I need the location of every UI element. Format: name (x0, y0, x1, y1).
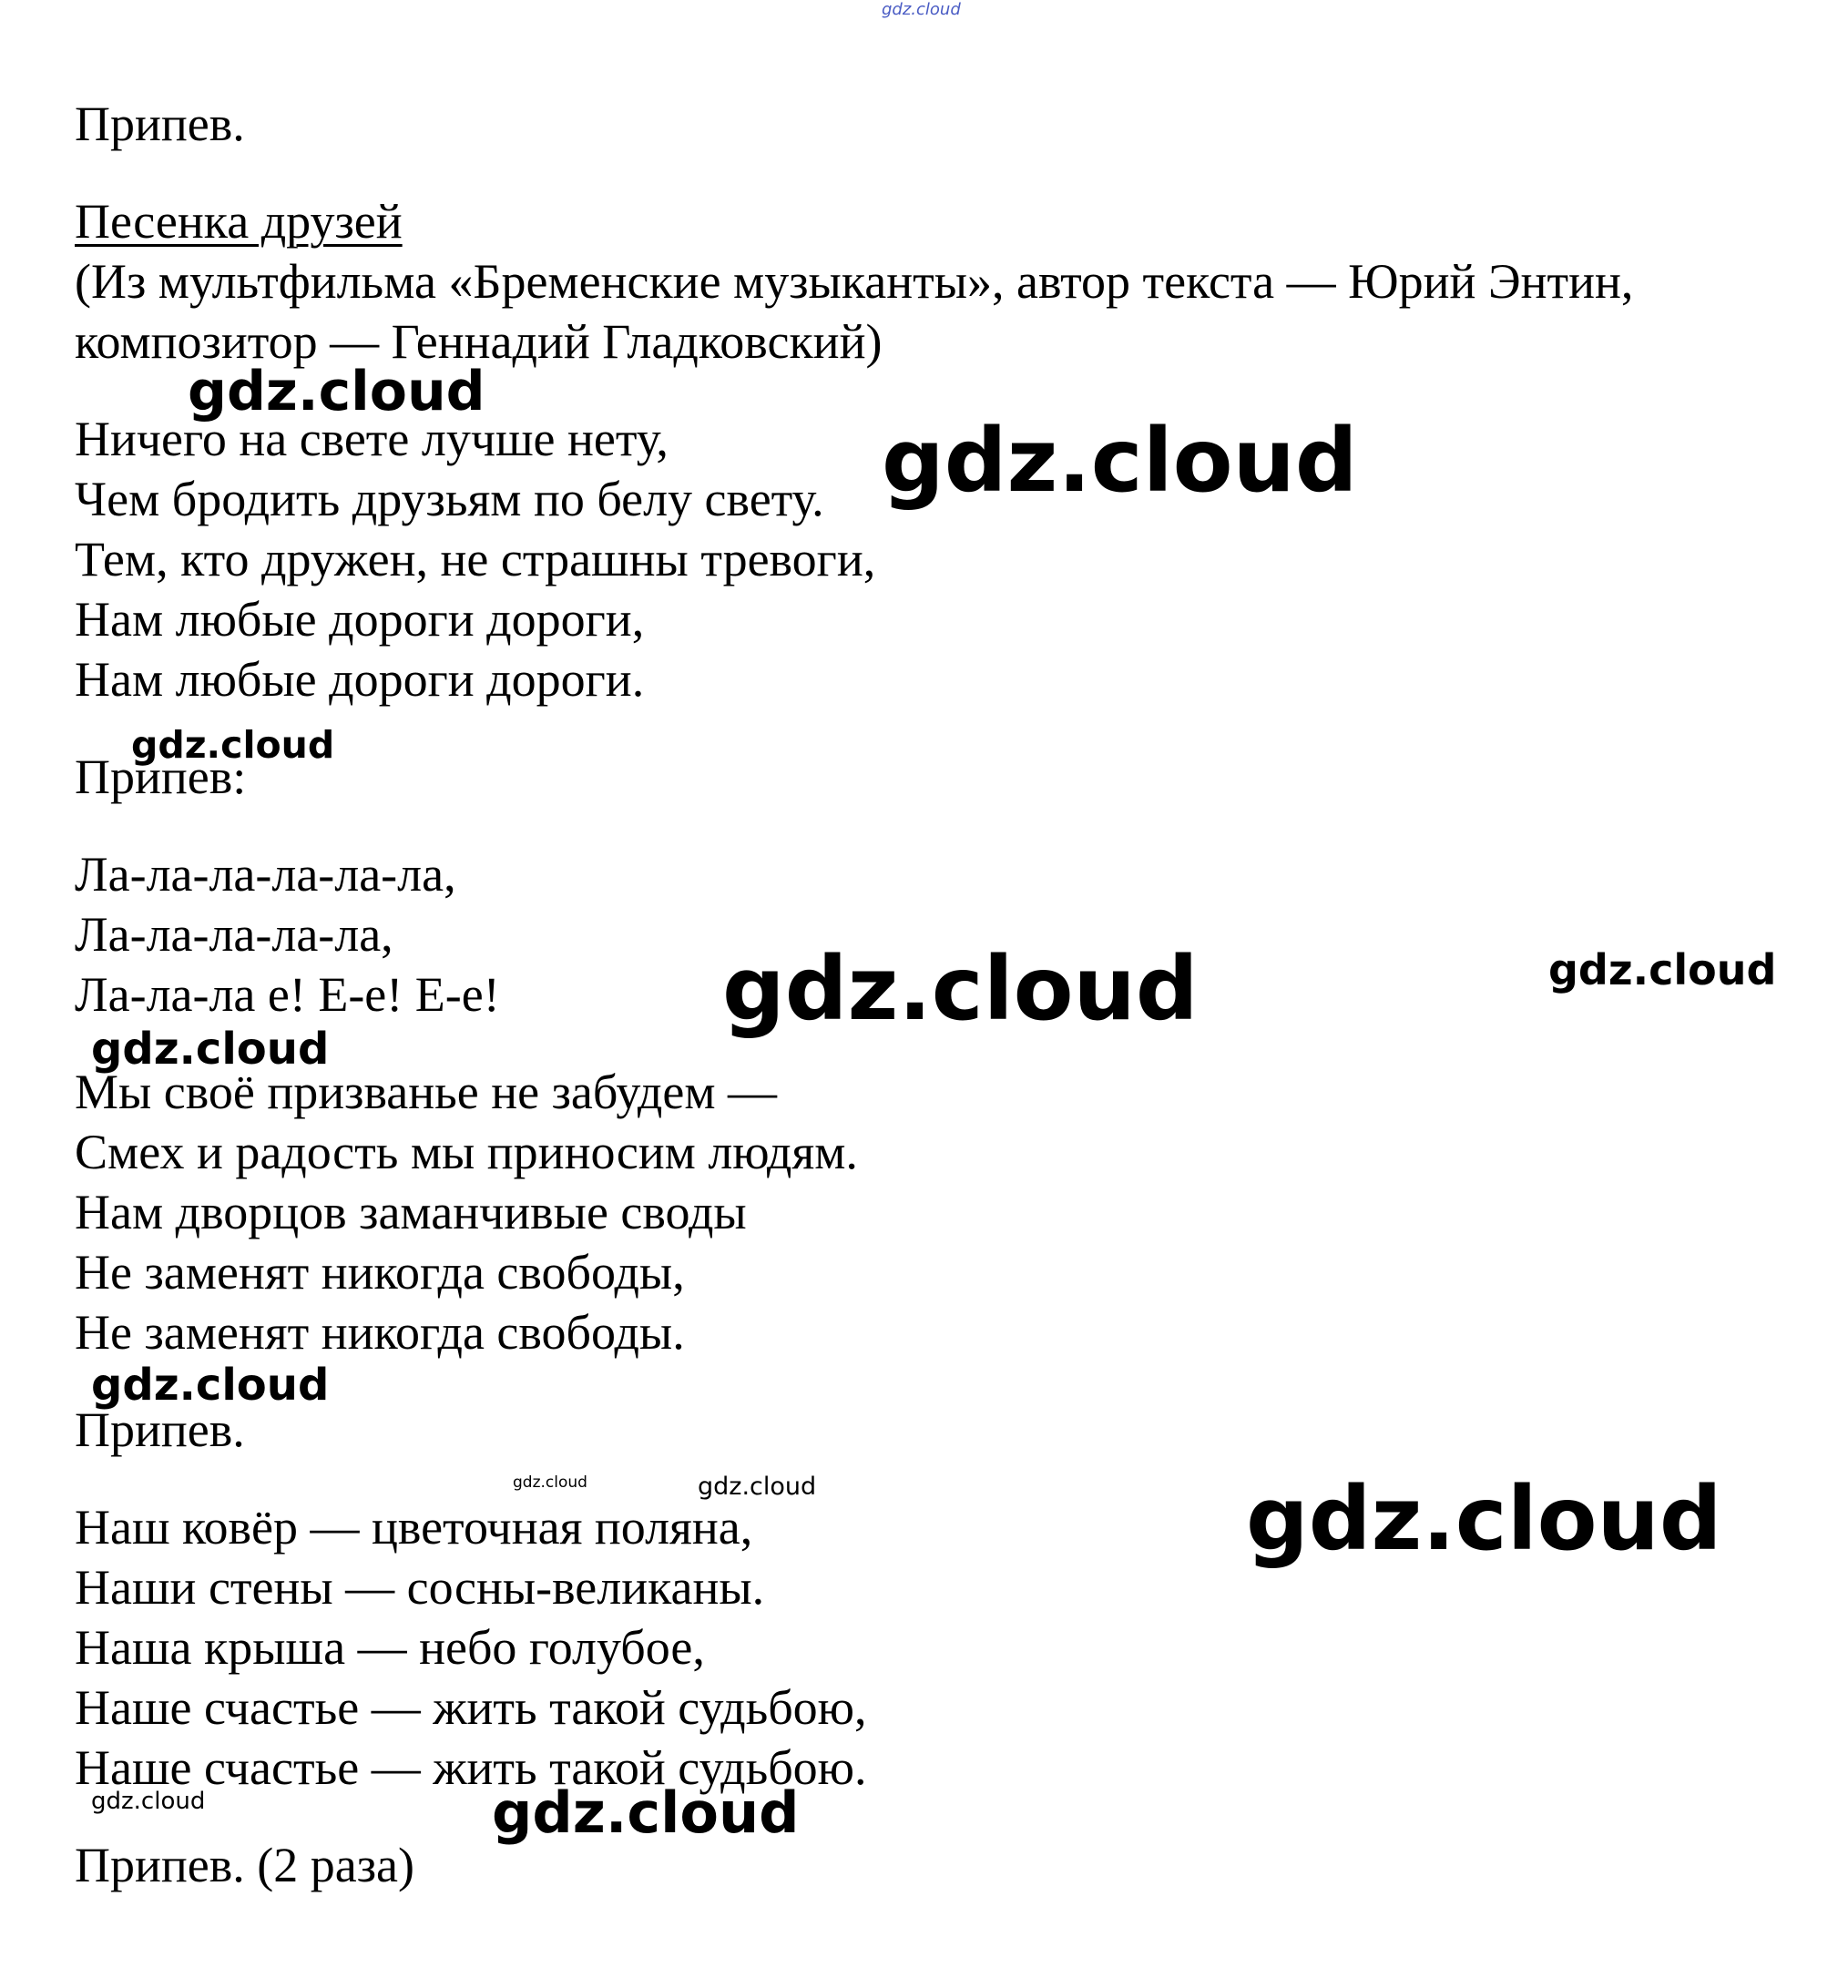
verse2-line-2: Смех и радость мы приносим людям. (75, 1125, 858, 1179)
watermark: gdz.cloud (492, 1779, 800, 1846)
verse1-line-2: Чем бродить друзьям по белу свету. (75, 472, 824, 526)
verse2-line-1: Мы своё призванье не забудем — (75, 1065, 778, 1119)
verse1-line-1: Ничего на свете лучше нету, (75, 412, 669, 466)
verse3-line-5: Наше счастье — жить такой судьбою. (75, 1740, 867, 1795)
watermark: gdz.cloud (91, 1024, 330, 1075)
verse3-line-3: Наша крыша — небо голубое, (75, 1620, 705, 1675)
watermark: gdz.cloud (188, 360, 485, 423)
watermark: gdz.cloud (91, 1360, 330, 1411)
chorus-line-3: Ла-ла-ла е! Е-е! Е-е! (75, 967, 500, 1022)
song-credits-line-2: композитор — Геннадий Гладковский) (75, 314, 883, 369)
verse3-line-2: Наши стены — сосны-великаны. (75, 1560, 765, 1615)
watermark: gdz.cloud (1246, 1468, 1722, 1570)
verse1-line-3: Тем, кто дружен, не страшны тревоги, (75, 532, 876, 586)
watermark-small: gdz.cloud (91, 1788, 206, 1815)
verse2-line-3: Нам дворцов заманчивые своды (75, 1185, 747, 1239)
verse1-line-5: Нам любые дороги дороги. (75, 652, 645, 707)
chorus-reference-final: Припев. (2 раза) (75, 1838, 414, 1892)
verse3-line-1: Наш ковёр — цветочная поляна, (75, 1500, 753, 1555)
verse3-line-4: Наше счастье — жить такой судьбою, (75, 1680, 867, 1735)
watermark-small: gdz.cloud (513, 1473, 587, 1492)
watermark-small: gdz.cloud (698, 1473, 817, 1501)
chorus-line-1: Ла-ла-ла-ла-ла-ла, (75, 847, 456, 902)
watermark: gdz.cloud (882, 410, 1358, 512)
watermark: gdz.cloud (1548, 945, 1777, 994)
chorus-reference-2: Припев. (75, 1402, 245, 1457)
song-title: Песенка друзей (75, 194, 403, 249)
chorus-line-2: Ла-ла-ла-ла-ла, (75, 907, 393, 962)
verse2-line-4: Не заменят никогда свободы, (75, 1245, 685, 1300)
song-credits-line-1: (Из мультфильма «Бременские музыканты», автор текста — Юрий Энтин, (75, 254, 1634, 309)
watermark-top: gdz.cloud (882, 0, 961, 19)
verse2-line-5: Не заменят никогда свободы. (75, 1305, 685, 1360)
chorus-label: Припев: (75, 749, 247, 804)
watermark: gdz.cloud (131, 723, 335, 767)
verse1-line-4: Нам любые дороги дороги, (75, 592, 645, 647)
watermark: gdz.cloud (722, 938, 1199, 1040)
intro-chorus-label: Припев. (75, 97, 245, 151)
